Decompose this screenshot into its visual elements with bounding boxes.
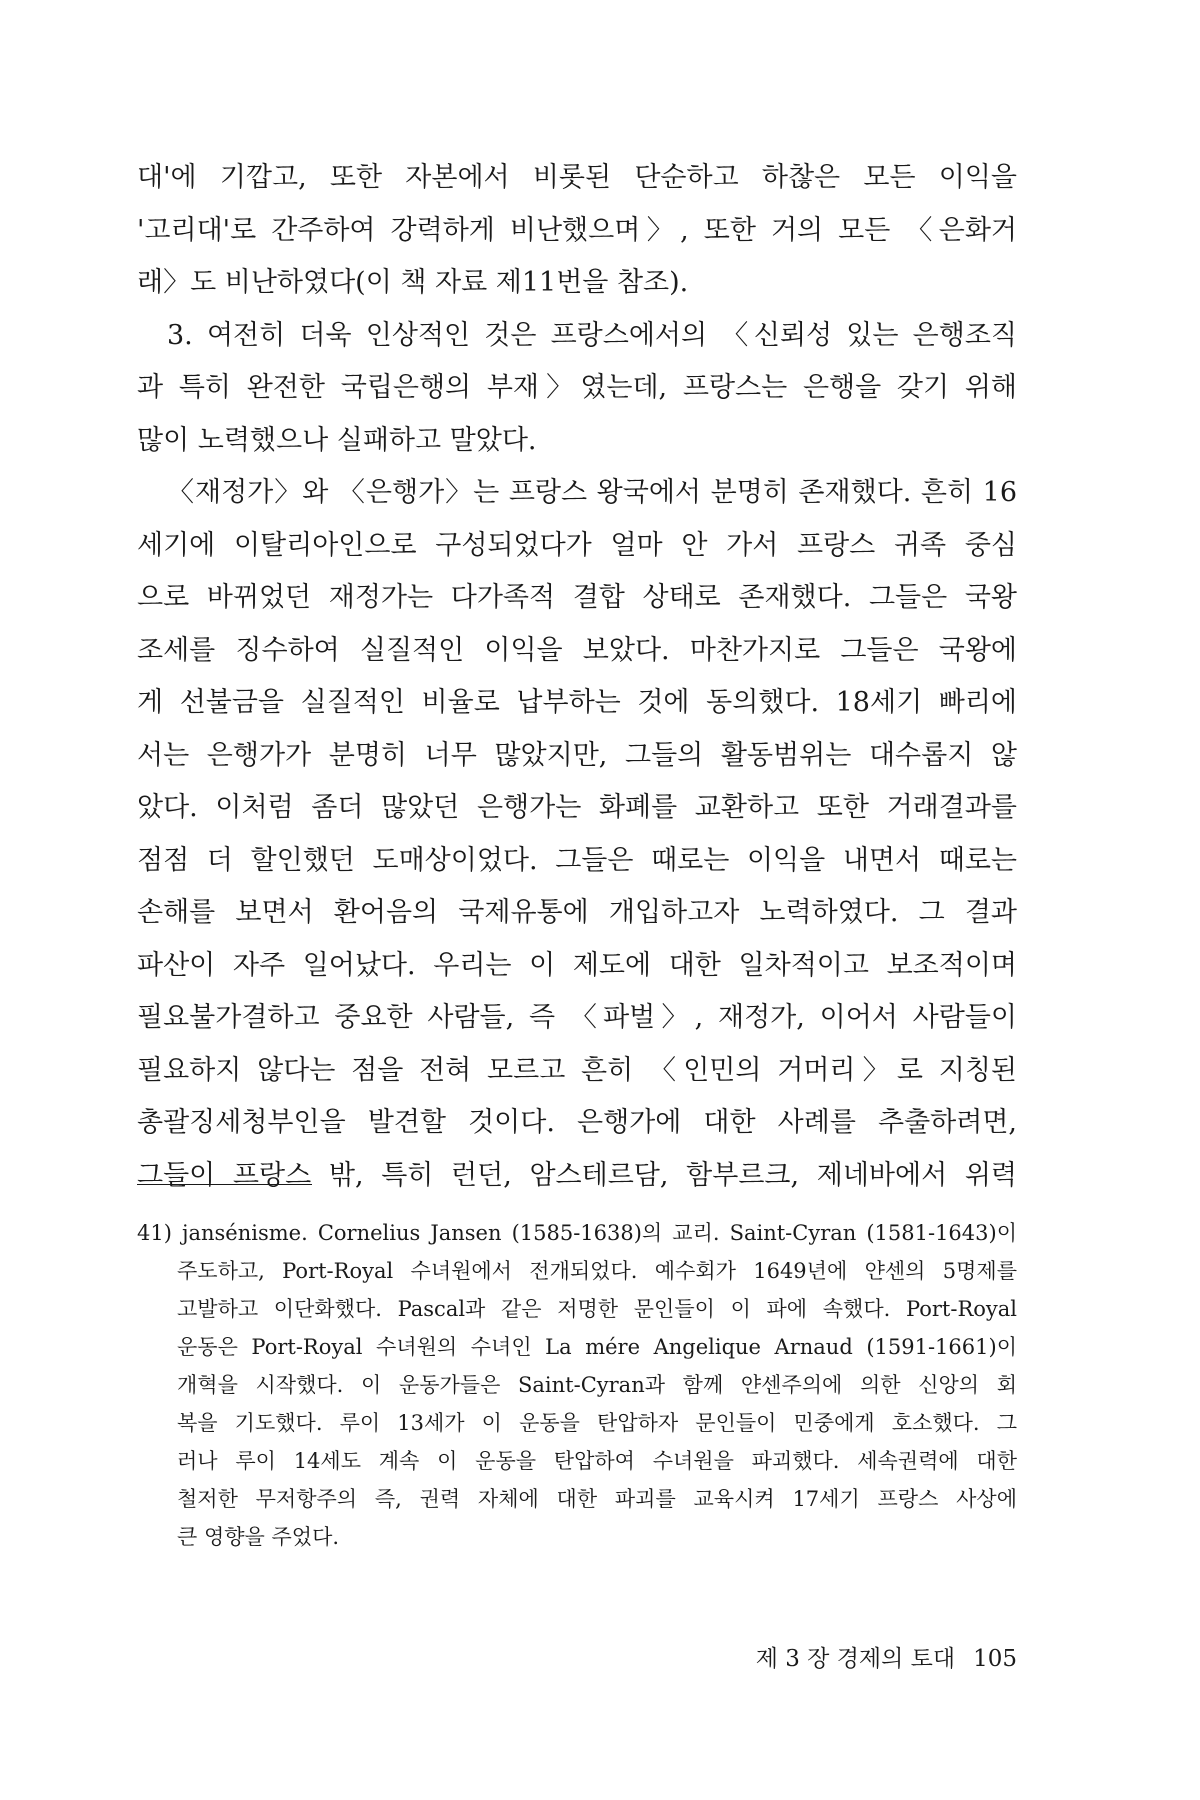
footnote-line: 개혁을 시작했다. 이 운동가들은 Saint-Cyran과 함께 얀센주의에 의한 신앙의 회 (177, 1373, 1017, 1397)
main-text (137, 152, 1017, 1202)
running-footer (756, 1640, 1017, 1673)
footnote-line: 고발하고 이단화했다. Pascal과 같은 저명한 문인들이 이 파에 속했다. Port-Royal (177, 1297, 1017, 1321)
text-line: 으로 바뀌었던 재정가는 다가족적 결합 상태로 존재했다. 그들은 국왕 (137, 582, 1017, 613)
footnote-block (137, 1214, 1017, 1556)
text-line: 그들이 프랑스 밖, 특히 런던, 암스테르담, 함부르크, 제네바에서 위력 (137, 1159, 1017, 1191)
text-line: 총괄징세청부인을 발견할 것이다. 은행가에 대한 사례를 추출하려면, (137, 1107, 1017, 1138)
footnote-line: 주도하고, Port-Royal 수녀원에서 전개되었다. 예수회가 1649년에 얀센의 5명제를 (177, 1259, 1017, 1283)
footnote-line: 복을 기도했다. 루이 13세가 이 운동을 탄압하자 문인들이 민중에게 호소했다. 그 (177, 1411, 1017, 1435)
text-line: 세기에 이탈리아인으로 구성되었다가 얼마 안 가서 프랑스 귀족 중심 (137, 529, 1017, 561)
text-line: 과 특히 완전한 국립은행의 부재〉였는데, 프랑스는 은행을 갖기 위해 (137, 372, 1017, 403)
text-line: 파산이 자주 일어났다. 우리는 이 제도에 대한 일차적이고 보조적이며 (137, 949, 1017, 981)
text-line: 필요불가결하고 중요한 사람들, 즉 〈파벌〉, 재정가, 이어서 사람들이 (137, 1002, 1017, 1033)
text-line: 았다. 이처럼 좀더 많았던 은행가는 화폐를 교환하고 또한 거래결과를 (137, 792, 1017, 823)
footnote-line: 큰 영향을 주었다. (177, 1525, 340, 1549)
text-line: 점점 더 할인했던 도매상이었다. 그들은 때로는 이익을 내면서 때로는 (137, 844, 1017, 876)
footnote-line: 41) jansénisme. Cornelius Jansen (1585-1638)의 교리. Saint-Cyran (1581-1643)이 (137, 1221, 1017, 1245)
footnote-line: 운동은 Port-Royal 수녀원의 수녀인 La mére Angelique Arnaud (1591-1661)이 (177, 1335, 1017, 1359)
text-line: 게 선불금을 실질적인 비율로 납부하는 것에 동의했다. 18세기 빠리에 (137, 687, 1017, 718)
text-line: 손해를 보면서 환어음의 국제유통에 개입하고자 노력하였다. 그 결과 (137, 897, 1017, 928)
chapter-title: 제 3 장 경제의 토대 (755, 1646, 956, 1672)
text-line: 래〉도 비난하였다(이 책 자료 제11번을 참조). (137, 267, 689, 298)
text-line: 〈재정가〉와 〈은행가〉는 프랑스 왕국에서 분명히 존재했다. 흔히 16 (167, 477, 1017, 508)
footnote-line: 러나 루이 14세도 계속 이 운동을 탄압하여 수녀원을 파괴했다. 세속권력에 대한 (177, 1449, 1017, 1473)
text-line: '고리대'로 간주하여 강력하게 비난했으며〉, 또한 거의 모든 〈은화거 (137, 214, 1017, 246)
text-line: 3. 여전히 더욱 인상적인 것은 프랑스에서의 〈신뢰성 있는 은행조직 (167, 319, 1017, 351)
footnote-divider (137, 1184, 312, 1185)
text-line: 조세를 징수하여 실질적인 이익을 보았다. 마찬가지로 그들은 국왕에 (137, 634, 1017, 666)
text-line: 필요하지 않다는 점을 전혀 모르고 흔히 〈인민의 거머리〉로 지칭된 (137, 1054, 1017, 1086)
text-line: 많이 노력했으나 실패하고 말았다. (137, 424, 537, 456)
page-number: 105 (973, 1646, 1017, 1672)
text-line: 서는 은행가가 분명히 너무 많았지만, 그들의 활동범위는 대수롭지 않 (137, 739, 1017, 771)
footnote-line: 철저한 무저항주의 즉, 권력 자체에 대한 파괴를 교육시켜 17세기 프랑스 사상에 (177, 1487, 1017, 1511)
text-line: 대'에 기깝고, 또한 자본에서 비롯된 단순하고 하찮은 모든 이익을 (137, 162, 1017, 193)
